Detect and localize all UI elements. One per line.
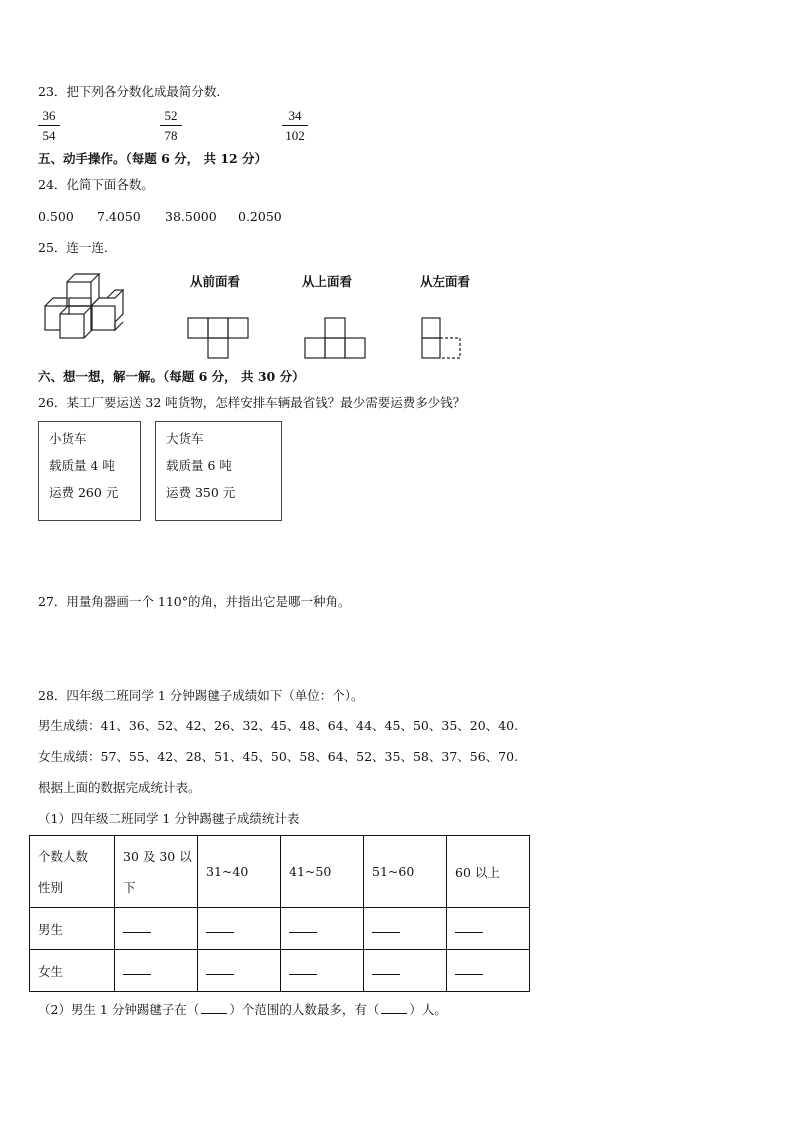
- blank-cell[interactable]: [281, 908, 364, 950]
- fraction-1-denominator: 54: [42, 128, 56, 143]
- section-5-heading: 五、动手操作。（每题 6 分， 共 12 分）: [38, 151, 268, 166]
- small-truck-fee: 运费 260 元: [49, 485, 119, 500]
- corner-bottom-label: 性别: [38, 879, 64, 895]
- col-header-line2: 下: [123, 879, 136, 895]
- q24-text: 24．化简下面各数。: [38, 177, 154, 192]
- q25-text: 25．连一连．: [38, 240, 117, 255]
- fraction-3-denominator: 102: [285, 128, 305, 143]
- cube-stack-figure: [45, 274, 123, 338]
- row-label-boys: 男生: [30, 908, 115, 950]
- col-header-60-above: 60 以上: [447, 836, 530, 908]
- col-header-line1: 30 及 30 以: [123, 848, 192, 864]
- table-row-girls: [30, 950, 530, 992]
- small-truck-title: 小货车: [49, 431, 87, 446]
- view-label-left: 从左面看: [420, 274, 471, 289]
- view-label-front: 从前面看: [190, 274, 241, 289]
- q28-part1-title: （1）四年级二班同学 1 分钟踢毽子成绩统计表: [38, 811, 300, 826]
- front-view-shape: [188, 318, 248, 358]
- small-truck-box: [38, 421, 141, 521]
- q28-text: 28．四年级二班同学 1 分钟踢毽子成绩如下（单位：个）。: [38, 688, 364, 703]
- q26-text: 26．某工厂要运送 32 吨货物，怎样安排车辆最省钱？最少需要运费多少钱？: [38, 395, 466, 410]
- q24-number-3: 38.5000: [165, 209, 217, 224]
- table-row-boys: [30, 908, 530, 950]
- small-truck-load: 载质量 4 吨: [49, 458, 115, 473]
- blank-cell[interactable]: [447, 908, 530, 950]
- blank-cell[interactable]: [281, 950, 364, 992]
- col-header-31-40: 31~40: [198, 836, 281, 908]
- fraction-2-numerator: 52: [164, 108, 178, 123]
- q24-number-2: 7.4050: [97, 209, 141, 224]
- q27-text: 27．用量角器画一个 110°的角，并指出它是哪一种角。: [38, 594, 351, 609]
- q24-number-1: 0.500: [38, 209, 74, 224]
- blank-cell[interactable]: [115, 950, 198, 992]
- table-corner-cell: [30, 836, 115, 908]
- q28-part2: [38, 1002, 447, 1018]
- blank-cell[interactable]: [364, 950, 447, 992]
- q28-part2-b: ）个范围的人数最多，有（: [229, 1002, 380, 1017]
- large-truck-load: 载质量 6 吨: [166, 458, 232, 473]
- q23-text: 23．把下列各分数化成最简分数．: [38, 84, 229, 99]
- left-view-shape: [422, 318, 460, 358]
- fraction-2-denominator: 78: [164, 128, 178, 143]
- col-header-51-60: 51~60: [364, 836, 447, 908]
- col-header-30-below: [115, 836, 198, 908]
- large-truck-title: 大货车: [166, 431, 204, 446]
- top-view-shape: [305, 318, 365, 358]
- answer-blank-count[interactable]: [381, 1003, 407, 1014]
- blank-cell[interactable]: [364, 908, 447, 950]
- blank-cell[interactable]: [198, 950, 281, 992]
- view-label-top: 从上面看: [302, 274, 353, 289]
- section-6-heading: 六、想一想，解一解。（每题 6 分， 共 30 分）: [38, 369, 305, 384]
- q28-boys-scores: 男生成绩：41、36、52、42、26、32、45、48、64、44、45、50、35、20、40.: [38, 718, 519, 733]
- q28-part2-c: ）人。: [409, 1002, 447, 1017]
- q28-girls-scores: 女生成绩：57、55、42、28、51、45、50、58、64、52、35、58、37、56、70.: [38, 749, 519, 764]
- q28-part2-a: （2）男生 1 分钟踢毽子在（: [38, 1002, 200, 1017]
- col-header-41-50: 41~50: [281, 836, 364, 908]
- answer-blank-range[interactable]: [201, 1003, 227, 1014]
- corner-top-label: 个数人数: [38, 848, 89, 864]
- large-truck-box: [155, 421, 282, 521]
- stats-table: [29, 835, 530, 992]
- fraction-1-numerator: 36: [42, 108, 56, 123]
- row-label-girls: 女生: [30, 950, 115, 992]
- blank-cell[interactable]: [115, 908, 198, 950]
- blank-cell[interactable]: [447, 950, 530, 992]
- blank-cell[interactable]: [198, 908, 281, 950]
- large-truck-fee: 运费 350 元: [166, 485, 236, 500]
- fraction-3-numerator: 34: [288, 108, 302, 123]
- q24-number-4: 0.2050: [238, 209, 282, 224]
- q28-instruction: 根据上面的数据完成统计表。: [38, 780, 201, 795]
- table-header-row: [30, 836, 530, 908]
